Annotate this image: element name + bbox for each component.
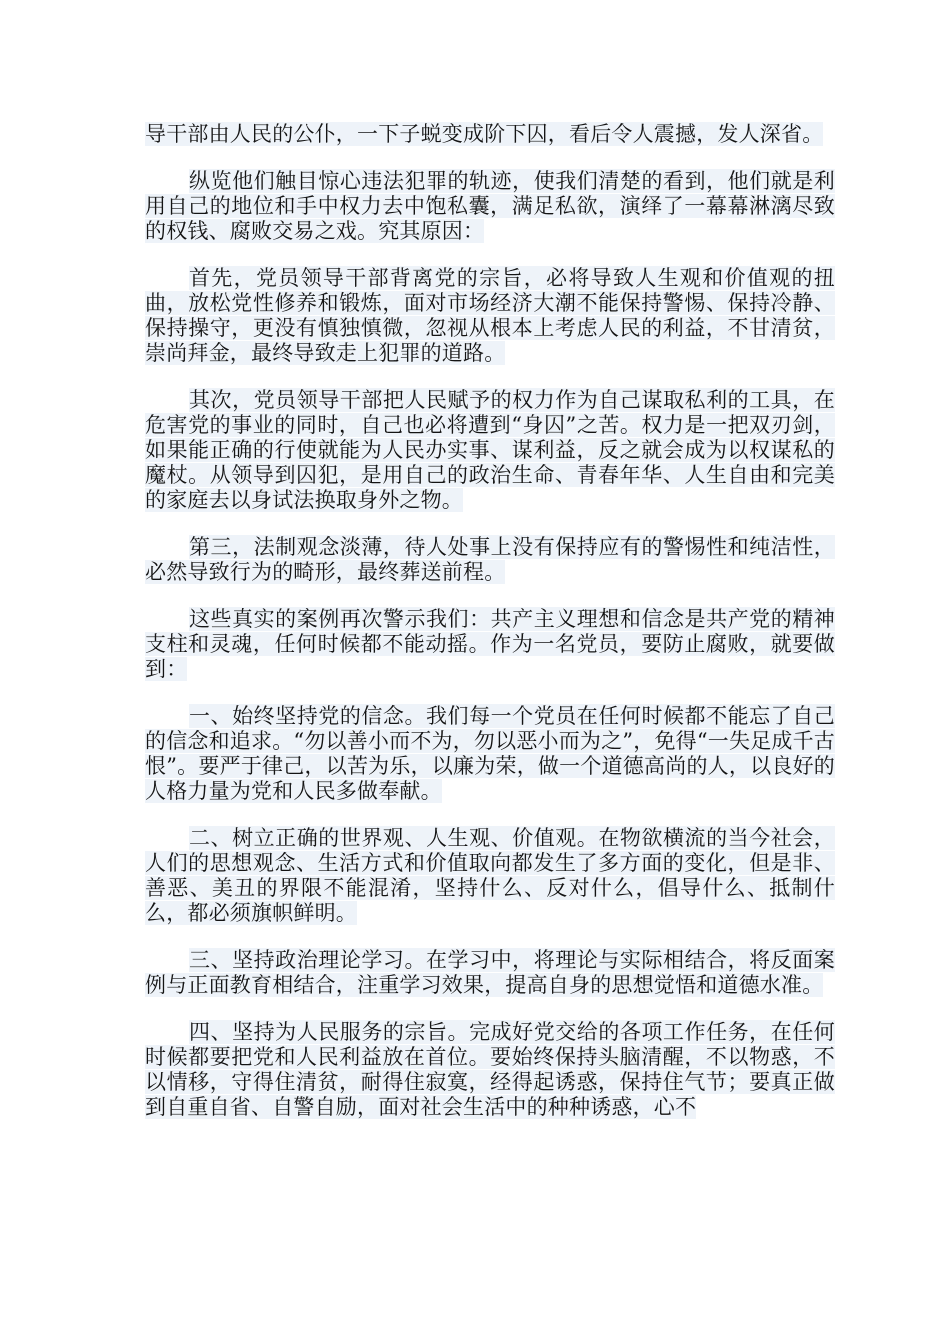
paragraph-1-text: 导干部由人民的公仆，一下子蜕变成阶下囚，看后令人震撼，发人深省。 — [145, 122, 824, 146]
paragraph-1 — [145, 122, 835, 147]
paragraph-8-text: 二、树立正确的世界观、人生观、价值观。在物欲横流的当今社会，人们的思想观念、生活方式和价值取向都发生了多方面的变化，但是非、善恶、美丑的界限不能混淆，坚持什么、反对什么，倡导什么、抵制什么，都必须旗帜鲜明。 — [145, 826, 835, 925]
paragraph-5 — [145, 535, 835, 585]
paragraph-9 — [145, 948, 835, 998]
paragraph-6 — [145, 607, 835, 682]
paragraph-9-text: 三、坚持政治理论学习。在学习中，将理论与实际相结合，将反面案例与正面教育相结合，注重学习效果，提高自身的思想觉悟和道德水准。 — [145, 948, 835, 997]
paragraph-3-text: 首先，党员领导干部背离党的宗旨，必将导致人生观和价值观的扭曲，放松党性修养和锻炼，面对市场经济大潮不能保持警惕、保持冷静、保持操守，更没有慎独慎微，忽视从根本上考虑人民的利益，不甘清贫，崇尚拜金，最终导致走上犯罪的道路。 — [145, 266, 835, 365]
paragraph-7 — [145, 704, 835, 804]
paragraph-2-text: 纵览他们触目惊心违法犯罪的轨迹，使我们清楚的看到，他们就是利用自己的地位和手中权力去中饱私囊，满足私欲，演绎了一幕幕淋漓尽致的权钱、腐败交易之戏。究其原因： — [145, 169, 835, 243]
paragraph-4-text: 其次，党员领导干部把人民赋予的权力作为自己谋取私利的工具，在危害党的事业的同时，自己也必将遭到“身囚”之苦。权力是一把双刃剑，如果能正确的行使就能为人民办实事、谋利益，反之就会成为以权谋私的魔杖。从领导到囚犯，是用自己的政治生命、青春年华、人生自由和完美的家庭去以身试法换取身外之物。 — [145, 388, 835, 512]
paragraph-8 — [145, 826, 835, 926]
paragraph-10 — [145, 1020, 835, 1120]
document-body — [145, 122, 835, 1142]
paragraph-4 — [145, 388, 835, 513]
paragraph-5-text: 第三，法制观念淡薄，待人处事上没有保持应有的警惕性和纯洁性，必然导致行为的畸形，最终葬送前程。 — [145, 535, 835, 584]
paragraph-10-text: 四、坚持为人民服务的宗旨。完成好党交给的各项工作任务，在任何时候都要把党和人民利益放在首位。要始终保持头脑清醒，不以物惑，不以情移，守得住清贫，耐得住寂寞，经得起诱惑，保持住气节；要真正做到自重自省、自警自励，面对社会生活中的种种诱惑，心不 — [145, 1020, 835, 1119]
paragraph-2 — [145, 169, 835, 244]
paragraph-3 — [145, 266, 835, 366]
paragraph-7-text: 一、始终坚持党的信念。我们每一个党员在任何时候都不能忘了自己的信念和追求。“勿以善小而不为，勿以恶小而为之”，免得“一失足成千古恨”。要严于律己，以苦为乐，以廉为荣，做一个道德高尚的人，以良好的人格力量为党和人民多做奉献。 — [145, 704, 836, 803]
paragraph-6-text: 这些真实的案例再次警示我们：共产主义理想和信念是共产党的精神支柱和灵魂，任何时候都不能动摇。作为一名党员，要防止腐败，就要做到： — [145, 607, 835, 681]
